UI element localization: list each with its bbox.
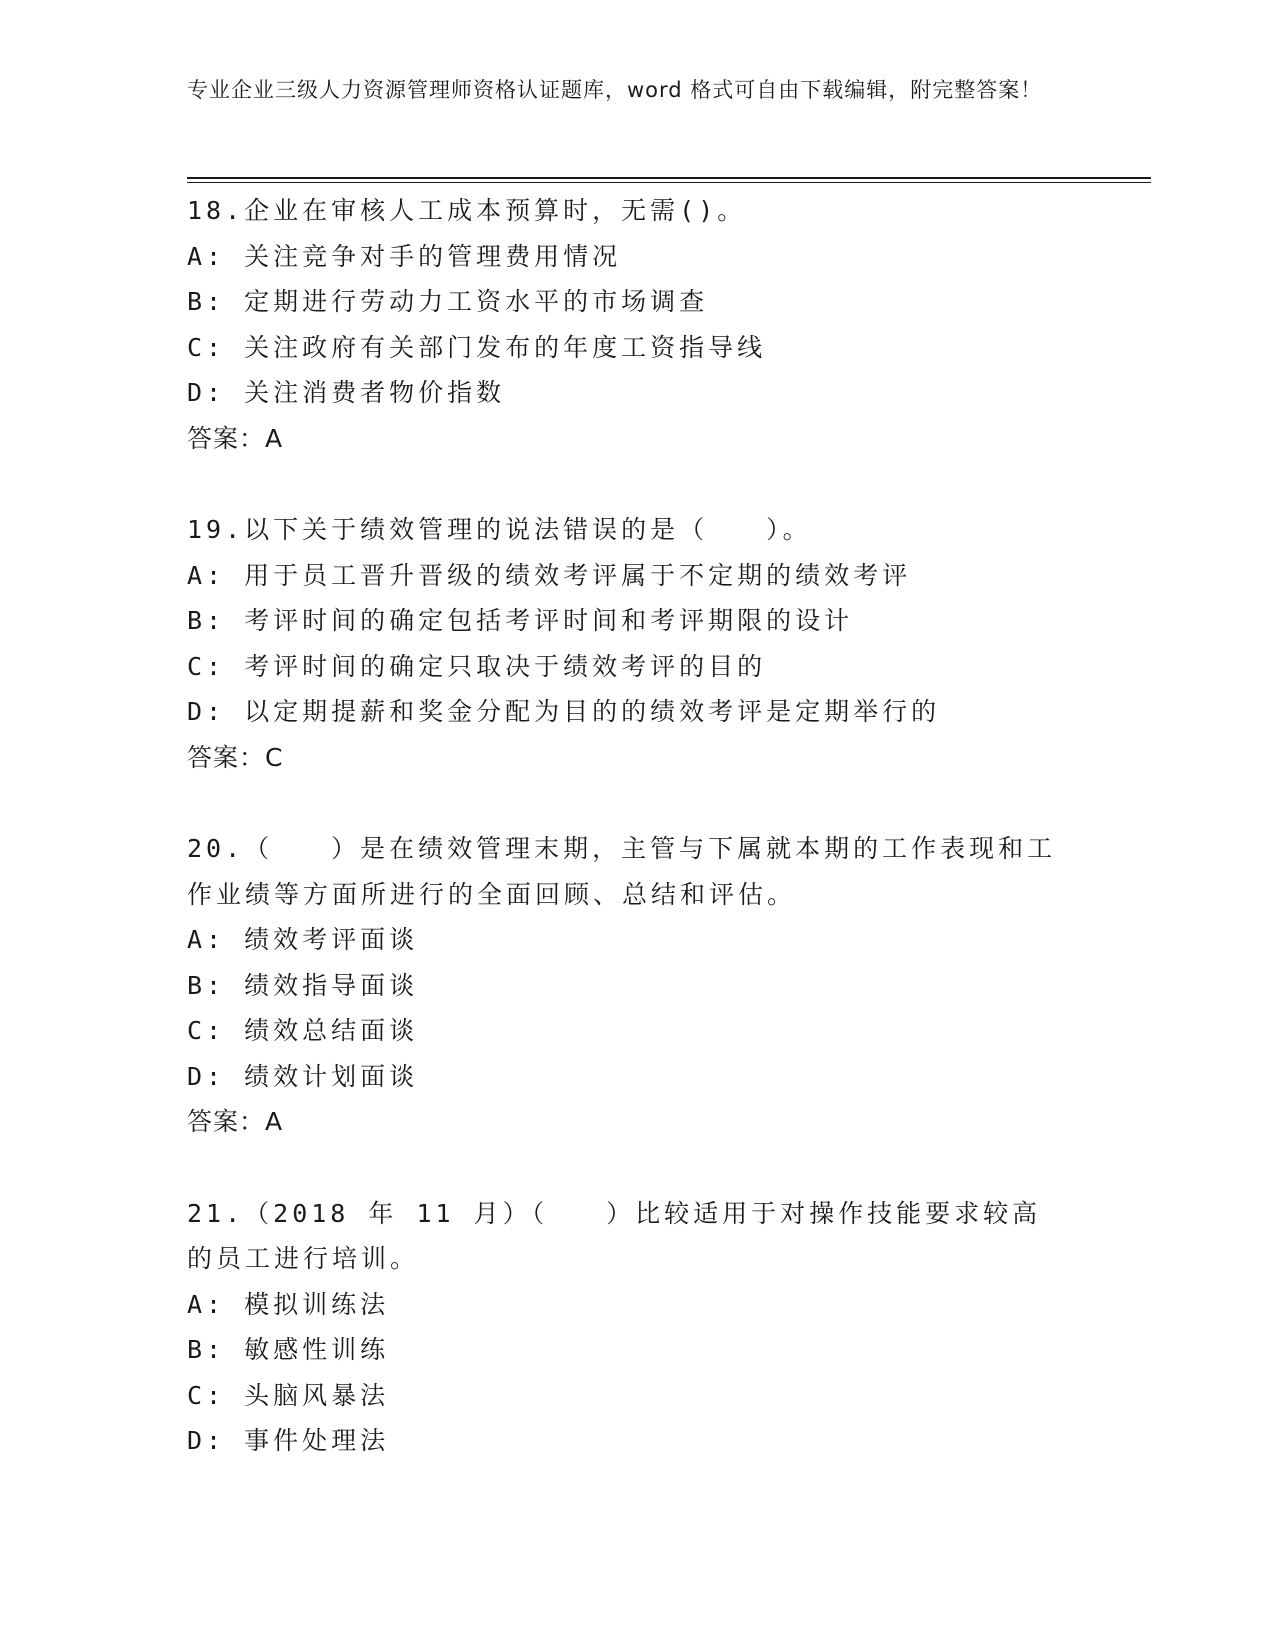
option-b: B: 敏感性训练	[187, 1335, 390, 1364]
option-a: A: 模拟训练法	[187, 1289, 390, 1319]
option-b: B: 绩效指导面谈	[187, 970, 419, 1000]
option-c: C: 绩效总结面谈	[187, 1016, 419, 1045]
option-c: C: 头脑风暴法	[187, 1380, 390, 1410]
answer-label: 答案：C	[187, 742, 284, 772]
option-d: D: 以定期提薪和奖金分配为目的的绩效考评是定期举行的	[187, 697, 941, 726]
option-d: D: 绩效计划面谈	[187, 1061, 419, 1091]
header-divider-thick	[187, 177, 1151, 179]
option-b: B: 考评时间的确定包括考评时间和考评期限的设计	[187, 606, 854, 635]
option-d: D: 事件处理法	[187, 1426, 390, 1455]
question-18	[187, 188, 1067, 461]
option-d: D: 关注消费者物价指数	[187, 378, 506, 407]
header-divider-thin	[187, 182, 1151, 183]
answer-label: 答案：A	[187, 1107, 284, 1136]
option-c: C: 考评时间的确定只取决于绩效考评的目的	[187, 651, 767, 681]
option-a: A: 关注竞争对手的管理费用情况	[187, 241, 622, 271]
option-b: B: 定期进行劳动力工资水平的市场调查	[187, 287, 709, 316]
question-list	[187, 188, 1067, 1464]
option-a: A: 绩效考评面谈	[187, 925, 419, 954]
question-21	[187, 1191, 1067, 1464]
document-header: 专业企业三级人力资源管理师资格认证题库，word 格式可自由下载编辑，附完整答案！	[187, 78, 1043, 102]
question-stem: 21.（2018 年 11 月）（ ）比较适用于对操作技能要求较高的员工进行培训。	[187, 1198, 1042, 1273]
question-stem: 18.企业在审核人工成本预算时，无需()。	[187, 196, 747, 225]
option-c: C: 关注政府有关部门发布的年度工资指导线	[187, 332, 767, 362]
question-stem: 20.（ ）是在绩效管理末期，主管与下属就本期的工作表现和工作业绩等方面所进行的全面回顾、总结和评估。	[187, 834, 1057, 909]
option-a: A: 用于员工晋升晋级的绩效考评属于不定期的绩效考评	[187, 560, 912, 590]
question-stem: 19.以下关于绩效管理的说法错误的是（ ）。	[187, 515, 812, 544]
question-19	[187, 507, 1067, 780]
answer-label: 答案：A	[187, 423, 284, 453]
question-20	[187, 826, 1067, 1145]
